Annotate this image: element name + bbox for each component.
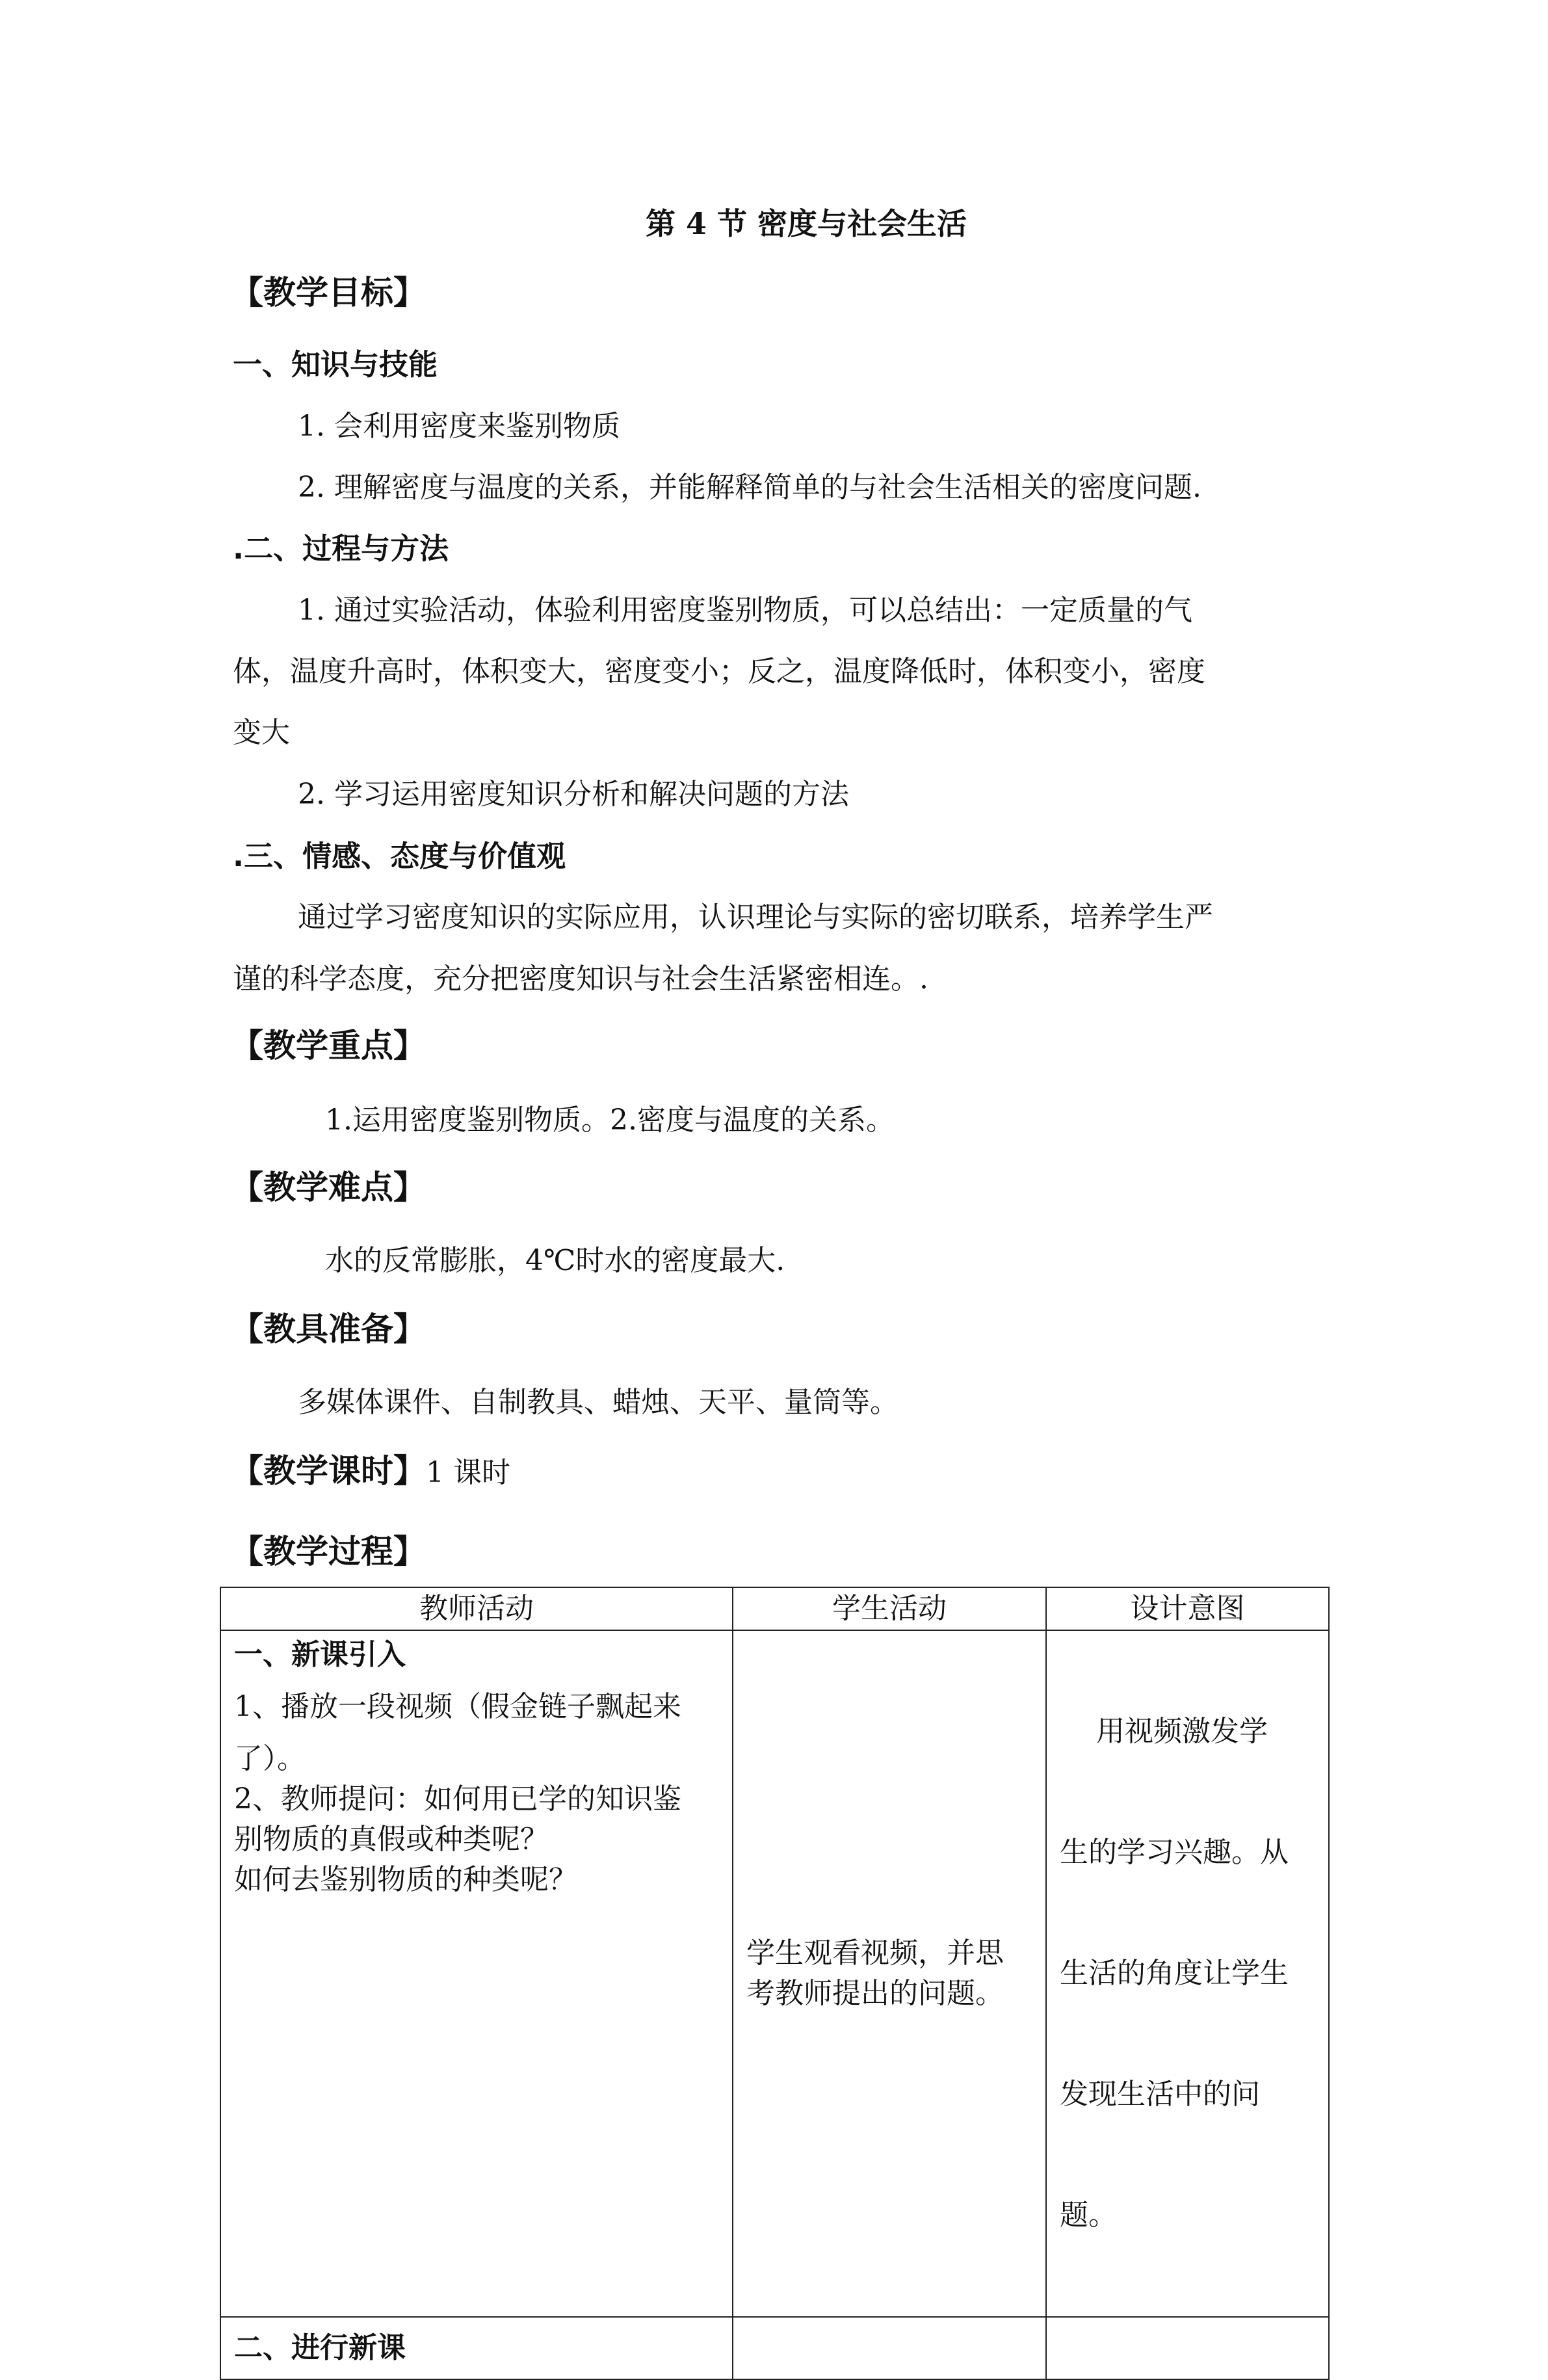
student-line-2: 考教师提出的问题。 bbox=[746, 1977, 1004, 2010]
intent-line-3: 生活的角度让学生 bbox=[1060, 1957, 1289, 1990]
key-points-heading: 【教学重点】 bbox=[231, 1027, 426, 1064]
teacher-line-4: 别物质的真假或种类呢？ bbox=[234, 1823, 549, 1856]
process-item-1-line-1: 1. 通过实验活动，体验利用密度鉴别物质，可以总结出：一定质量的气 bbox=[298, 594, 1192, 627]
intro-title: 一、新课引入 bbox=[234, 1638, 406, 1671]
process-item-1-line-2: 体，温度升高时，体积变大，密度变小；反之，温度降低时，体积变小，密度 bbox=[233, 655, 1205, 688]
table-header-row bbox=[220, 1587, 1329, 1630]
process-item-1-line-3: 变大 bbox=[233, 716, 290, 749]
process-method-heading: .二、过程与方法 bbox=[233, 531, 449, 566]
student-line-1: 学生观看视频，并思 bbox=[746, 1937, 1004, 1970]
difficulties-heading: 【教学难点】 bbox=[231, 1169, 426, 1206]
new-lesson-student-cell bbox=[733, 2317, 1046, 2379]
hours-label: 【教学课时】 bbox=[231, 1452, 426, 1490]
teacher-activity-cell bbox=[220, 1630, 733, 2317]
new-lesson-title: 二、进行新课 bbox=[234, 2331, 406, 2364]
header-teacher-activity: 教师活动 bbox=[220, 1587, 733, 1630]
key-points-text: 1.运用密度鉴别物质。2.密度与温度的关系。 bbox=[325, 1104, 895, 1137]
hours-heading bbox=[231, 1445, 510, 1492]
page-title: 第 4 节 密度与社会生活 bbox=[645, 206, 967, 241]
intent-line-4: 发现生活中的问 bbox=[1060, 2078, 1260, 2111]
teacher-line-1: 1、播放一段视频（假金链子飘起来 bbox=[234, 1690, 681, 1723]
teacher-line-3: 2、教师提问：如何用已学的知识鉴 bbox=[234, 1782, 681, 1816]
student-activity-cell bbox=[733, 1630, 1046, 2317]
teaching-process-heading: 【教学过程】 bbox=[231, 1533, 426, 1570]
hours-value: 1 课时 bbox=[426, 1456, 510, 1489]
design-intent-cell bbox=[1046, 1630, 1329, 2317]
difficulties-text: 水的反常膨胀，4℃时水的密度最大. bbox=[325, 1244, 785, 1277]
new-lesson-cell bbox=[220, 2317, 733, 2379]
header-design-intent: 设计意图 bbox=[1046, 1587, 1329, 1630]
teacher-line-2: 了）。 bbox=[234, 1742, 306, 1775]
new-lesson-intent-cell bbox=[1046, 2317, 1329, 2379]
intent-line-1: 用视频激发学 bbox=[1060, 1715, 1268, 1748]
table-row bbox=[220, 2317, 1329, 2379]
teacher-line-5: 如何去鉴别物质的种类呢？ bbox=[234, 1863, 577, 1896]
intent-line-5: 题。 bbox=[1060, 2199, 1117, 2232]
header-student-activity: 学生活动 bbox=[733, 1587, 1046, 1630]
lesson-table bbox=[220, 1587, 1330, 2380]
table-row bbox=[220, 1630, 1329, 2317]
objectives-heading: 【教学目标】 bbox=[231, 274, 426, 311]
materials-text: 多媒体课件、自制教具、蜡烛、天平、量筒等。 bbox=[298, 1386, 899, 1419]
intent-line-2: 生的学习兴趣。从 bbox=[1060, 1836, 1289, 1869]
knowledge-item-2: 2. 理解密度与温度的关系，并能解释简单的与社会生活相关的密度问题. bbox=[298, 471, 1201, 504]
emotion-values-heading: .三、情感、态度与价值观 bbox=[233, 839, 566, 873]
emotion-line-2: 谨的科学态度，充分把密度知识与社会生活紧密相连。. bbox=[233, 962, 928, 996]
emotion-line-1: 通过学习密度知识的实际应用，认识理论与实际的密切联系，培养学生严 bbox=[298, 901, 1213, 934]
knowledge-skills-heading: 一、知识与技能 bbox=[233, 347, 438, 382]
materials-heading: 【教具准备】 bbox=[231, 1310, 426, 1348]
knowledge-item-1: 1. 会利用密度来鉴别物质 bbox=[298, 410, 620, 443]
process-item-2: 2. 学习运用密度知识分析和解决问题的方法 bbox=[298, 778, 849, 811]
